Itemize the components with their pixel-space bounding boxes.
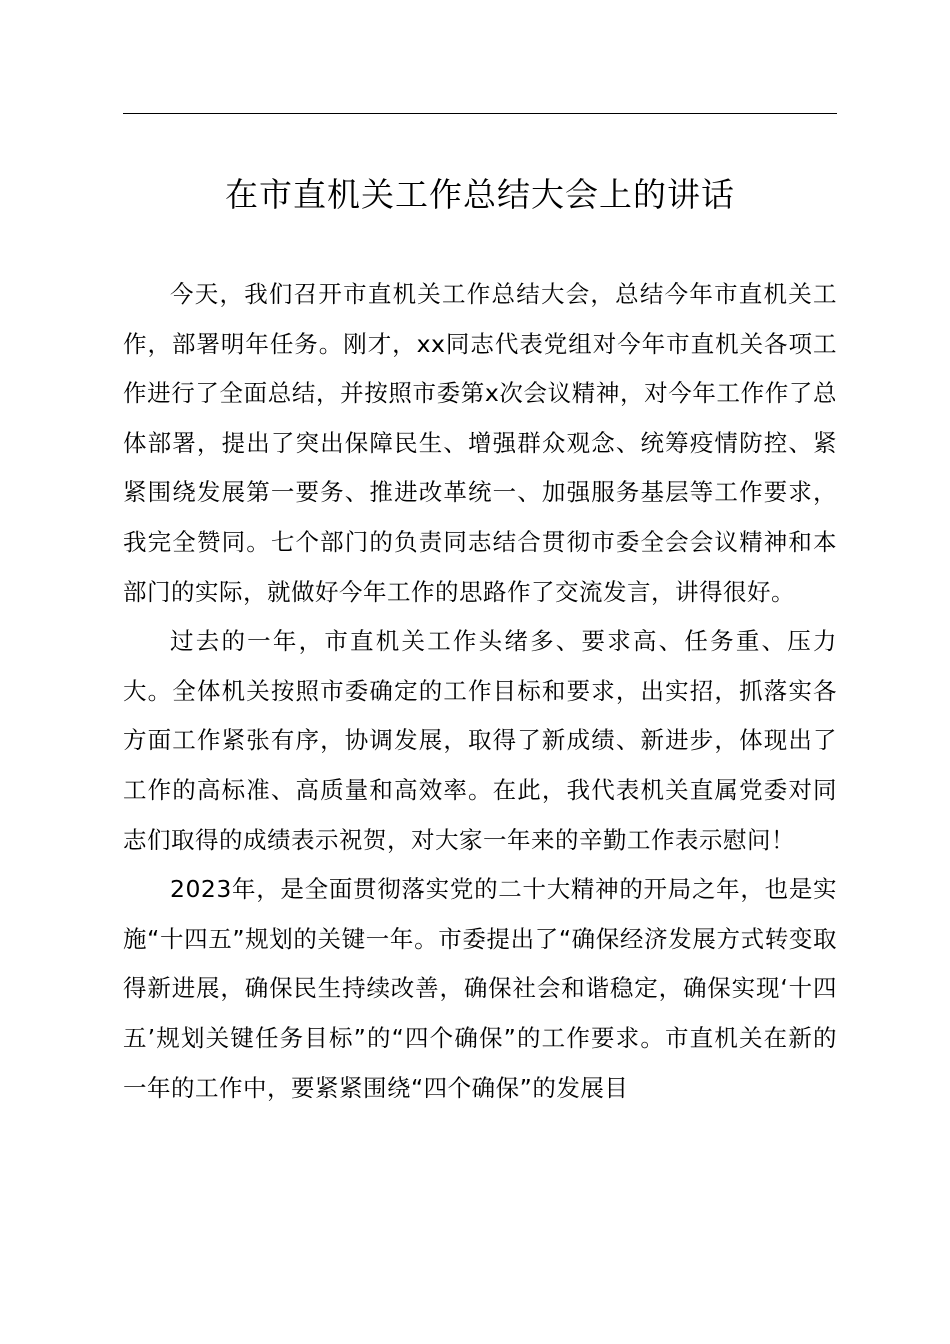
paragraph-2: 过去的一年，市直机关工作头绪多、要求高、任务重、压力大。全体机关按照市委确定的工作目标和要求，出实招，抓落实各方面工作紧张有序，协调发展，取得了新成绩、新进步，体现出了工作的高标准、高质量和高效率。在此，我代表机关直属党委对同志们取得的成绩表示祝贺，对大家一年来的辛勤工作表示慰问！ xyxy=(123,627,837,854)
document-body xyxy=(123,270,837,1113)
paragraph-1: 今天，我们召开市直机关工作总结大会，总结今年市直机关工作，部署明年任务。刚才，xx同志代表党组对今年市直机关各项工作进行了全面总结，并按照市委第x次会议精神，对今年工作作了总体部署，提出了突出保障民生、增强群众观念、统筹疫情防控、紧紧围绕发展第一要务、推进改革统一、加强服务基层等工作要求，我完全赞同。七个部门的负责同志结合贯彻市委全会会议精神和本部门的实际，就做好今年工作的思路作了交流发言，讲得很好。 xyxy=(123,280,837,606)
paragraph-3: 2023年，是全面贯彻落实党的二十大精神的开局之年，也是实施“十四五”规划的关键一年。市委提出了“确保经济发展方式转变取得新进展，确保民生持续改善，确保社会和谐稳定，确保实现‘十四五’规划关键任务目标”的“四个确保”的工作要求。市直机关在新的一年的工作中，要紧紧围绕“四个确保”的发展目 xyxy=(123,875,837,1102)
header-rule xyxy=(123,113,837,114)
document-title: 在市直机关工作总结大会上的讲话 xyxy=(225,175,735,214)
